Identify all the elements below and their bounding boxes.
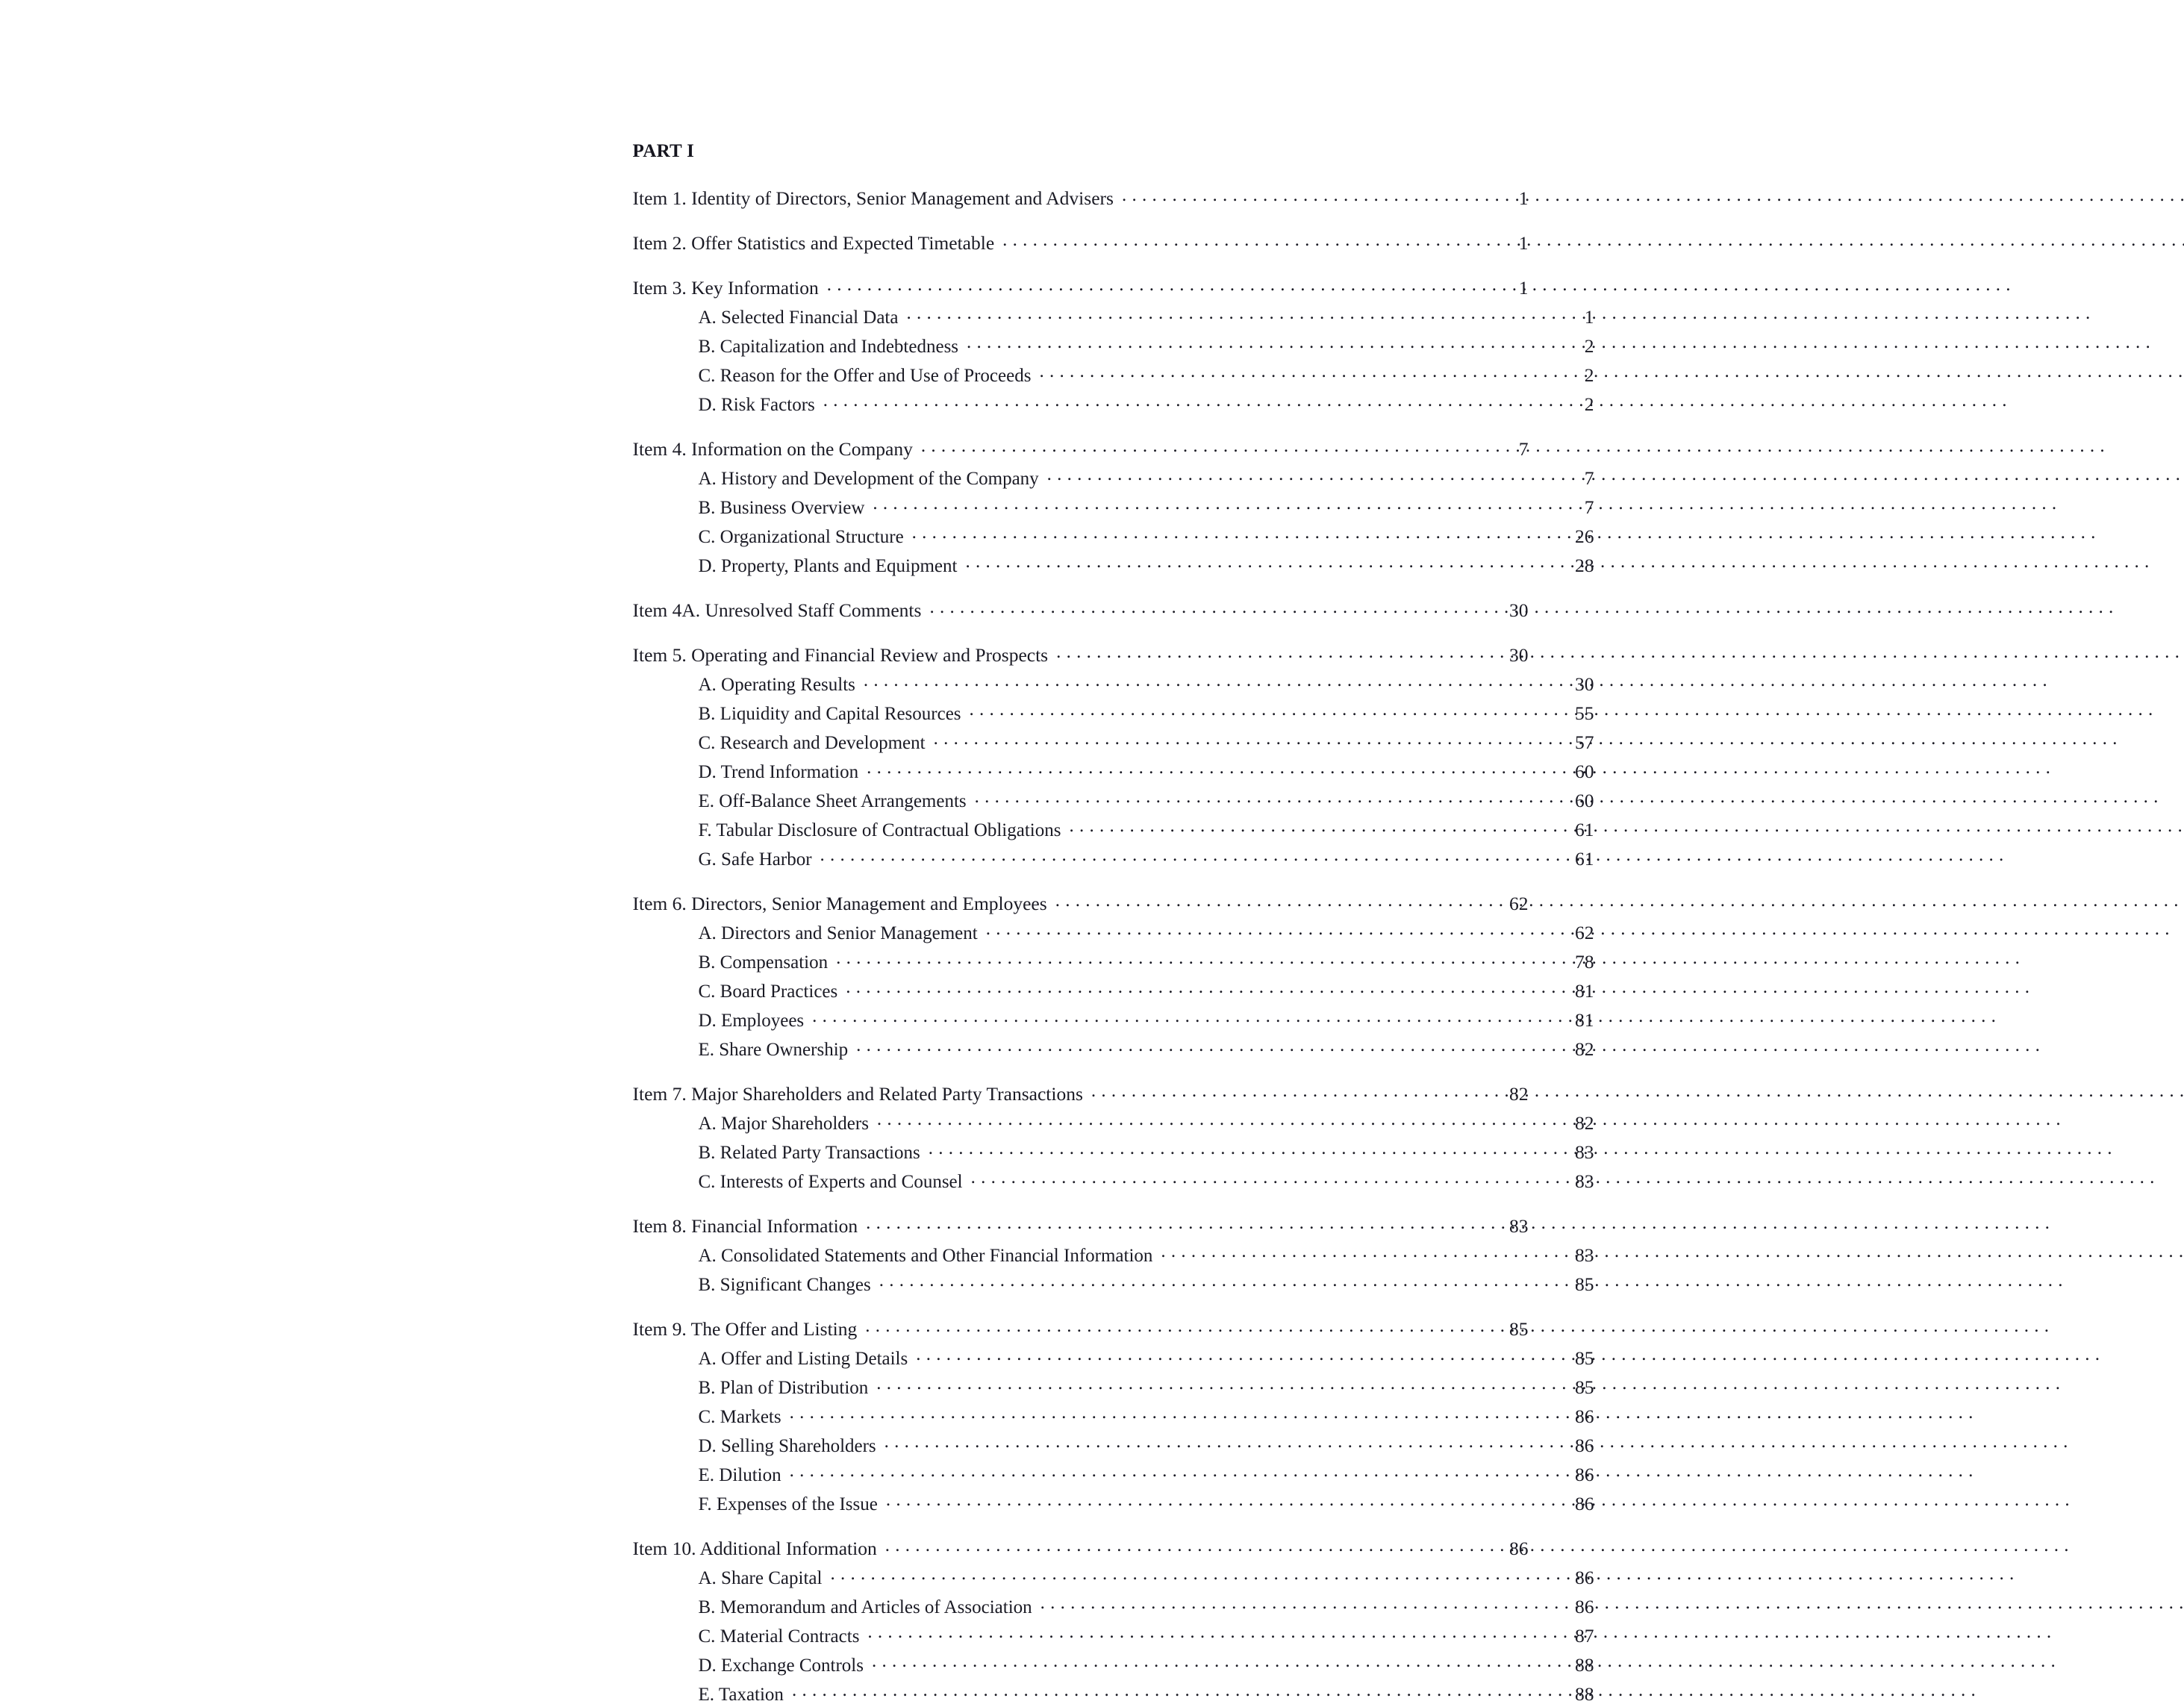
toc-dot-leader — [827, 275, 1464, 295]
toc-page-number: 85 — [1575, 1273, 1594, 1295]
toc-subentry[interactable] — [633, 388, 1594, 417]
toc-entry-label: Item 10. Additional Information — [632, 1538, 877, 1559]
toc-page-number: 60 — [1575, 789, 1594, 811]
toc-page-number: 2 — [1584, 334, 1594, 357]
toc-entry[interactable] — [633, 887, 1529, 917]
toc-dot-leader — [1091, 1082, 1464, 1101]
toc-page-number: 86 — [1575, 1434, 1594, 1456]
toc-entry[interactable] — [633, 227, 1529, 256]
toc-entry-label: A. Operating Results — [698, 674, 855, 695]
toc-entry-label: Item 3. Key Information — [632, 277, 819, 299]
toc-entry-label: Item 7. Major Shareholders and Related Party Transactions — [632, 1083, 1083, 1105]
toc-page-number: 81 — [1575, 979, 1594, 1002]
toc-group — [632, 272, 1594, 417]
toc-page-number: 81 — [1575, 1008, 1594, 1031]
toc-dot-leader — [975, 788, 1530, 807]
toc-entry-label: C. Markets — [698, 1406, 781, 1427]
toc-subentry[interactable] — [633, 1371, 1594, 1400]
toc-subentry[interactable] — [633, 1239, 1594, 1268]
toc-subentry[interactable] — [633, 697, 1594, 726]
toc-page-number: 30 — [1575, 672, 1594, 695]
toc-subentry[interactable] — [633, 1649, 1594, 1678]
toc-entry-label: B. Significant Changes — [698, 1274, 871, 1295]
toc-dot-leader — [986, 920, 1530, 939]
toc-dot-leader — [1056, 643, 1464, 662]
toc-dot-leader — [865, 1317, 1464, 1336]
toc-dot-leader — [885, 1536, 1464, 1555]
toc-subentry[interactable] — [633, 784, 1594, 814]
toc-entry-label: B. Related Party Transactions — [698, 1142, 920, 1163]
toc-dot-leader — [836, 949, 1529, 968]
toc-page-number: 86 — [1509, 1538, 1529, 1559]
toc-entry-label: B. Business Overview — [698, 497, 865, 518]
toc-dot-leader — [912, 524, 1530, 543]
toc-dot-leader — [873, 495, 1529, 514]
toc-subentry[interactable] — [633, 1458, 1594, 1488]
toc-page-number: 83 — [1575, 1170, 1594, 1192]
document-page — [484, 0, 1701, 1705]
toc-entry-label: C. Organizational Structure — [698, 526, 904, 547]
toc-subentry[interactable] — [633, 1268, 1594, 1297]
toc-dot-leader — [820, 846, 1530, 865]
toc-subentry[interactable] — [633, 726, 1594, 755]
toc-entry-label: A. Share Capital — [698, 1567, 823, 1588]
toc-page-number: 82 — [1509, 1083, 1529, 1105]
toc-entry-label: F. Expenses of the Issue — [698, 1494, 878, 1514]
toc-entry-label: F. Tabular Disclosure of Contractual Obligations — [698, 820, 1061, 840]
toc-dot-leader — [872, 1653, 1530, 1671]
toc-subentry[interactable] — [633, 1136, 1594, 1165]
toc-page-number: 61 — [1575, 818, 1594, 840]
toc-page-number: 1 — [1518, 232, 1529, 254]
toc-page-number: 28 — [1575, 554, 1594, 576]
toc-entry-label: B. Plan of Distribution — [698, 1377, 869, 1398]
toc-entry[interactable] — [633, 182, 1529, 211]
toc-subentry[interactable] — [633, 917, 1594, 946]
toc-dot-leader — [971, 1169, 1530, 1188]
toc-page-number: 57 — [1575, 731, 1594, 753]
toc-group — [632, 1210, 1594, 1297]
toc-entry-label: B. Liquidity and Capital Resources — [698, 703, 961, 724]
toc-dot-leader — [967, 334, 1529, 352]
toc-entry-label: A. Selected Financial Data — [698, 307, 899, 328]
toc-entry-label: D. Risk Factors — [698, 394, 815, 415]
toc-page-number: 78 — [1575, 950, 1594, 973]
toc-subentry[interactable] — [633, 1678, 1594, 1707]
toc-entry[interactable] — [633, 1532, 1529, 1561]
toc-entry-label: C. Research and Development — [698, 732, 926, 753]
toc-subentry[interactable] — [633, 330, 1594, 359]
toc-subentry[interactable] — [633, 1165, 1594, 1194]
toc-dot-leader — [1122, 186, 1464, 205]
toc-page-number: 1 — [1518, 277, 1529, 299]
toc-page-number: 85 — [1575, 1376, 1594, 1398]
toc-subentry[interactable] — [633, 946, 1594, 975]
toc-page-number: 86 — [1575, 1405, 1594, 1427]
toc-entry-label: Item 4. Information on the Company — [632, 438, 913, 460]
toc-entry-label: A. History and Development of the Company — [698, 468, 1039, 489]
toc-page-number: 62 — [1575, 921, 1594, 943]
toc-dot-leader — [876, 1375, 1529, 1394]
toc-dot-leader — [886, 1491, 1530, 1510]
toc-page-number: 87 — [1575, 1624, 1594, 1647]
toc-dot-leader — [864, 672, 1530, 690]
toc-entry[interactable] — [633, 272, 1529, 301]
toc-group — [632, 1313, 1594, 1517]
toc-group — [633, 182, 1529, 211]
toc-dot-leader — [877, 1111, 1530, 1129]
toc-page-number: 85 — [1575, 1346, 1594, 1369]
toc-subentry[interactable] — [633, 975, 1594, 1004]
toc-subentry[interactable] — [633, 1591, 1594, 1620]
toc-page-number: 60 — [1575, 760, 1594, 782]
toc-dot-leader — [1039, 363, 1529, 381]
toc-dot-leader — [823, 392, 1530, 411]
toc-entry[interactable] — [633, 1210, 1529, 1239]
toc-subentry[interactable] — [633, 301, 1594, 330]
part-heading: PART I — [632, 141, 695, 161]
toc-entry-label: D. Exchange Controls — [698, 1655, 864, 1676]
toc-page-number: 30 — [1509, 599, 1529, 621]
toc-page-number: 86 — [1575, 1566, 1594, 1588]
toc-entry[interactable] — [633, 433, 1529, 462]
toc-dot-leader — [884, 1433, 1530, 1452]
toc-entry-label: E. Share Ownership — [698, 1039, 849, 1060]
toc-page-number: 1 — [1584, 305, 1594, 328]
toc-page-number: 86 — [1575, 1492, 1594, 1514]
toc-entry[interactable] — [633, 1313, 1529, 1342]
toc-dot-leader — [856, 1037, 1529, 1055]
toc-page-number: 83 — [1575, 1243, 1594, 1266]
toc-entry-label: E. Off-Balance Sheet Arrangements — [698, 790, 967, 811]
toc-dot-leader — [1047, 466, 1530, 484]
toc-subentry[interactable] — [633, 1561, 1594, 1591]
toc-group-list — [632, 182, 1594, 1707]
toc-subentry[interactable] — [633, 843, 1594, 872]
toc-dot-leader — [1040, 1594, 1530, 1613]
toc-dot-leader — [1069, 817, 1529, 836]
toc-dot-leader — [1055, 891, 1464, 911]
toc-page-number: 30 — [1509, 644, 1529, 666]
table-of-contents — [632, 140, 1594, 1707]
toc-dot-leader — [867, 759, 1529, 778]
toc-entry-label: G. Safe Harbor — [698, 849, 812, 870]
toc-subentry[interactable] — [633, 1488, 1594, 1517]
toc-entry-label: B. Capitalization and Indebtedness — [698, 336, 959, 357]
toc-subentry[interactable] — [633, 520, 1594, 549]
toc-entry-label: Item 1. Identity of Directors, Senior Management and Advisers — [632, 187, 1114, 209]
toc-dot-leader — [970, 701, 1530, 720]
toc-entry-label: A. Offer and Listing Details — [698, 1348, 908, 1369]
toc-subentry[interactable] — [633, 1400, 1594, 1429]
toc-subentry[interactable] — [633, 1033, 1594, 1062]
toc-page-number: 88 — [1575, 1682, 1594, 1705]
toc-entry-label: D. Trend Information — [698, 761, 859, 782]
toc-dot-leader — [921, 437, 1464, 456]
toc-entry-label: D. Employees — [698, 1010, 805, 1031]
toc-entry-label: Item 4A. Unresolved Staff Comments — [632, 599, 922, 621]
toc-page-number: 55 — [1575, 702, 1594, 724]
toc-entry-label: C. Board Practices — [698, 981, 838, 1002]
toc-page-number: 82 — [1575, 1037, 1594, 1060]
toc-page-number: 85 — [1509, 1318, 1529, 1340]
toc-page-number: 83 — [1509, 1215, 1529, 1237]
toc-subentry[interactable] — [633, 1107, 1594, 1136]
toc-page-number: 82 — [1575, 1111, 1594, 1134]
toc-entry-label: B. Memorandum and Articles of Association — [698, 1597, 1032, 1617]
toc-subentry[interactable] — [633, 814, 1594, 843]
toc-dot-leader — [1161, 1243, 1529, 1261]
toc-dot-leader — [846, 979, 1529, 997]
toc-dot-leader — [965, 553, 1529, 572]
toc-page-number: 7 — [1584, 496, 1594, 518]
toc-dot-leader — [1002, 231, 1464, 250]
toc-subentry[interactable] — [633, 755, 1594, 784]
toc-dot-leader — [790, 1462, 1530, 1481]
toc-page-number: 62 — [1509, 893, 1529, 914]
toc-entry-label: B. Compensation — [698, 952, 829, 973]
toc-page-number: 1 — [1518, 187, 1529, 209]
toc-dot-leader — [916, 1346, 1529, 1364]
toc-subentry[interactable] — [633, 1429, 1594, 1458]
toc-entry-label: Item 8. Financial Information — [632, 1215, 858, 1237]
toc-dot-leader — [812, 1008, 1529, 1026]
toc-entry-label: E. Taxation — [698, 1684, 784, 1705]
toc-subentry[interactable] — [633, 1342, 1594, 1371]
toc-entry-label: C. Interests of Experts and Counsel — [698, 1171, 963, 1192]
toc-subentry[interactable] — [633, 549, 1594, 578]
toc-entry[interactable] — [633, 1078, 1529, 1107]
toc-page-number: 61 — [1575, 847, 1594, 870]
toc-dot-leader — [866, 1214, 1464, 1233]
toc-entry-label: Item 2. Offer Statistics and Expected Timetable — [632, 232, 995, 254]
toc-subentry[interactable] — [633, 668, 1594, 697]
toc-entry[interactable] — [633, 594, 1529, 623]
toc-page-number: 83 — [1575, 1140, 1594, 1163]
toc-subentry[interactable] — [633, 1004, 1594, 1033]
toc-entry-label: A. Major Shareholders — [698, 1113, 869, 1134]
toc-entry-label: Item 9. The Offer and Listing — [632, 1318, 858, 1340]
toc-entry-label: C. Material Contracts — [698, 1626, 860, 1647]
toc-group — [632, 887, 1594, 1062]
toc-entry[interactable] — [633, 639, 1529, 668]
toc-dot-leader — [929, 598, 1464, 617]
toc-entry-label: D. Property, Plants and Equipment — [698, 555, 958, 576]
toc-entry-label: Item 5. Operating and Financial Review and Prospects — [632, 644, 1049, 666]
toc-subentry[interactable] — [633, 1620, 1594, 1649]
toc-dot-leader — [792, 1682, 1530, 1700]
toc-entry-label: C. Reason for the Offer and Use of Proceeds — [698, 365, 1032, 386]
toc-dot-leader — [929, 1140, 1530, 1158]
toc-group — [633, 594, 1529, 623]
toc-page-number: 88 — [1575, 1653, 1594, 1676]
toc-subentry[interactable] — [633, 491, 1594, 520]
toc-entry-label: D. Selling Shareholders — [698, 1435, 876, 1456]
toc-entry-label: A. Directors and Senior Management — [698, 923, 978, 943]
toc-dot-leader — [934, 730, 1530, 749]
toc-dot-leader — [906, 305, 1529, 323]
toc-page-number: 26 — [1575, 525, 1594, 547]
toc-entry-label: Item 6. Directors, Senior Management and Employees — [632, 893, 1047, 914]
toc-dot-leader — [867, 1623, 1529, 1642]
toc-group — [632, 1078, 1594, 1194]
toc-entry-label: A. Consolidated Statements and Other Financial Information — [698, 1245, 1153, 1266]
toc-group — [632, 433, 1594, 578]
toc-page-number: 86 — [1575, 1595, 1594, 1617]
toc-entry-label: E. Dilution — [698, 1464, 781, 1485]
toc-page-number: 86 — [1575, 1463, 1594, 1485]
toc-page-number: 2 — [1584, 393, 1594, 415]
toc-dot-leader — [830, 1565, 1529, 1584]
toc-group — [632, 639, 1594, 872]
toc-subentry[interactable] — [633, 359, 1594, 388]
toc-subentry[interactable] — [633, 462, 1594, 491]
toc-page-number: 2 — [1584, 363, 1594, 386]
toc-page-number: 7 — [1518, 438, 1529, 460]
toc-dot-leader — [790, 1404, 1530, 1423]
toc-page-number: 7 — [1584, 466, 1594, 489]
toc-group — [632, 1532, 1594, 1707]
toc-dot-leader — [879, 1272, 1530, 1291]
toc-group — [633, 227, 1529, 256]
